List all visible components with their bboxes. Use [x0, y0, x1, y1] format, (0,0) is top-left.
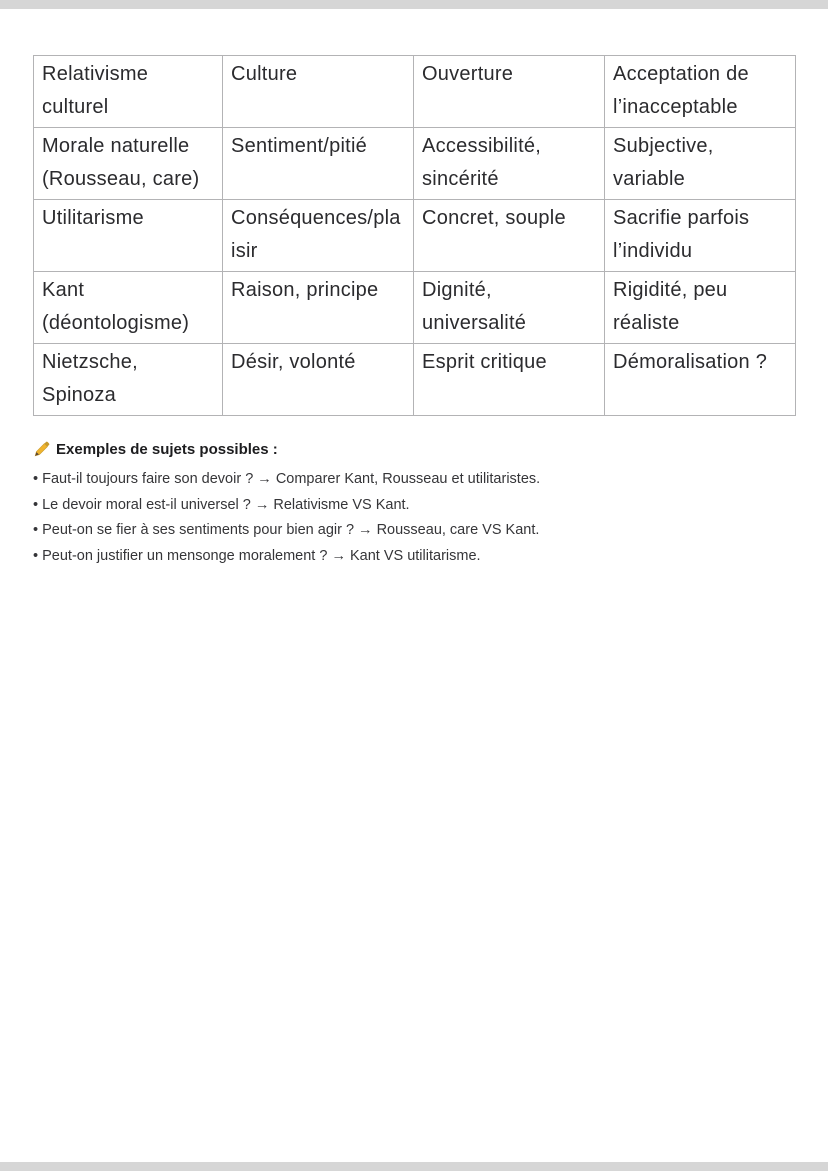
- table-row: [34, 200, 796, 272]
- philosophy-table: [33, 55, 796, 416]
- notes-heading-label: Exemples de sujets possibles :: [56, 441, 278, 458]
- table-cell: Ouverture: [414, 56, 605, 128]
- table-cell: Rigidité, peu réaliste: [605, 272, 796, 344]
- table-cell: Démoralisation ?: [605, 344, 796, 416]
- table-cell: Subjective, variable: [605, 128, 796, 200]
- table-row: [34, 344, 796, 416]
- list-item: • Le devoir moral est-il universel ? → Relativisme VS Kant.: [33, 493, 795, 519]
- table-cell: Sacrifie parfois l’individu: [605, 200, 796, 272]
- table-cell: Kant (déontologisme): [34, 272, 223, 344]
- table-cell: Esprit critique: [414, 344, 605, 416]
- table-cell: Nietzsche, Spinoza: [34, 344, 223, 416]
- table-cell: Concret, souple: [414, 200, 605, 272]
- page-edge-bottom: [0, 1162, 828, 1171]
- table-cell: Culture: [223, 56, 414, 128]
- document-page: [0, 0, 828, 569]
- table-cell: Morale naturelle (Rousseau, care): [34, 128, 223, 200]
- table-cell: Utilitarisme: [34, 200, 223, 272]
- table-cell: Désir, volonté: [223, 344, 414, 416]
- table-cell: Relativisme culturel: [34, 56, 223, 128]
- list-item: • Peut-on justifier un mensonge moralement ? → Kant VS utilitarisme.: [33, 544, 795, 570]
- page-edge-top: [0, 0, 828, 9]
- table-body: [34, 56, 796, 416]
- writing-hand-icon: [33, 441, 50, 458]
- list-item: • Peut-on se fier à ses sentiments pour bien agir ? → Rousseau, care VS Kant.: [33, 518, 795, 544]
- notes-heading: [33, 440, 795, 459]
- table-cell: Accessibilité, sincérité: [414, 128, 605, 200]
- table-cell: Acceptation de l’inacceptable: [605, 56, 796, 128]
- table-cell: Sentiment/pitié: [223, 128, 414, 200]
- table-row: [34, 272, 796, 344]
- table-row: [34, 56, 796, 128]
- list-item: • Faut-il toujours faire son devoir ? → Comparer Kant, Rousseau et utilitaristes.: [33, 467, 795, 493]
- table-row: [34, 128, 796, 200]
- table-cell: Conséquences/plaisir: [223, 200, 414, 272]
- notes-section: [33, 440, 795, 569]
- table-cell: Raison, principe: [223, 272, 414, 344]
- subjects-list: [33, 467, 795, 569]
- table-cell: Dignité, universalité: [414, 272, 605, 344]
